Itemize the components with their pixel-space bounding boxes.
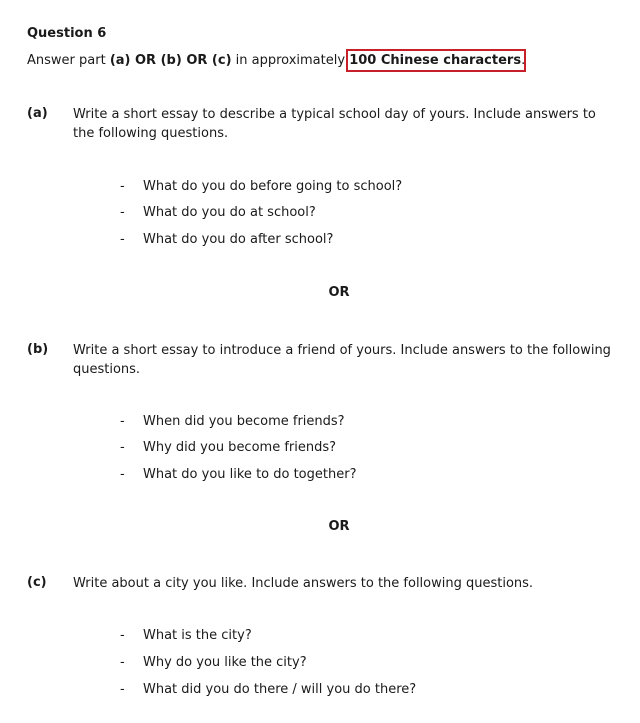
instruction-prefix: Answer part: [27, 53, 110, 68]
part-b-question-2: Why did you become friends?: [143, 440, 337, 455]
or-separator-1: OR: [328, 285, 350, 300]
instruction-part-a: (a): [109, 53, 131, 68]
part-b-question-3: What do you like to do together?: [143, 467, 357, 482]
instruction-part-c: (c): [211, 53, 232, 68]
instruction-highlight: 100 Chinese characters: [349, 53, 522, 68]
question-title: Question 6: [27, 26, 107, 41]
bullet-marker: -: [120, 205, 125, 220]
part-b-label: (b): [27, 342, 49, 357]
part-a-question-2: What do you do at school?: [143, 205, 316, 220]
or-separator-2: OR: [328, 519, 350, 534]
bullet-marker: -: [120, 682, 125, 697]
instruction-middle: in approximately: [231, 53, 350, 68]
part-c-question-1: What is the city?: [143, 628, 252, 643]
instruction-or-1: OR: [130, 53, 161, 68]
part-b-text: Write a short essay to introduce a friend of yours. Include answers to the following questions.: [73, 343, 611, 377]
bullet-marker: -: [120, 655, 125, 670]
bullet-marker: -: [120, 179, 125, 194]
instruction-part-b: (b): [160, 53, 182, 68]
red-highlight-box: [346, 49, 526, 72]
instruction-or-2: OR: [181, 53, 212, 68]
bullet-marker: -: [120, 467, 125, 482]
part-b-question-1: When did you become friends?: [143, 414, 345, 429]
bullet-marker: -: [120, 628, 125, 643]
instruction-suffix: .: [521, 53, 526, 68]
bullet-marker: -: [120, 440, 125, 455]
part-a-question-1: What do you do before going to school?: [143, 179, 403, 194]
part-c-label: (c): [27, 575, 47, 590]
part-c-text: Write about a city you like. Include answers to the following questions.: [73, 576, 534, 591]
bullet-marker: -: [120, 414, 125, 429]
part-c-question-2: Why do you like the city?: [143, 655, 307, 670]
part-c-question-3: What did you do there / will you do there?: [143, 682, 417, 697]
bullet-marker: -: [120, 232, 125, 247]
part-a-text: Write a short essay to describe a typical school day of yours. Include answers to the following questions.: [73, 107, 596, 141]
part-a-label: (a): [27, 106, 48, 121]
part-a-question-3: What do you do after school?: [143, 232, 334, 247]
